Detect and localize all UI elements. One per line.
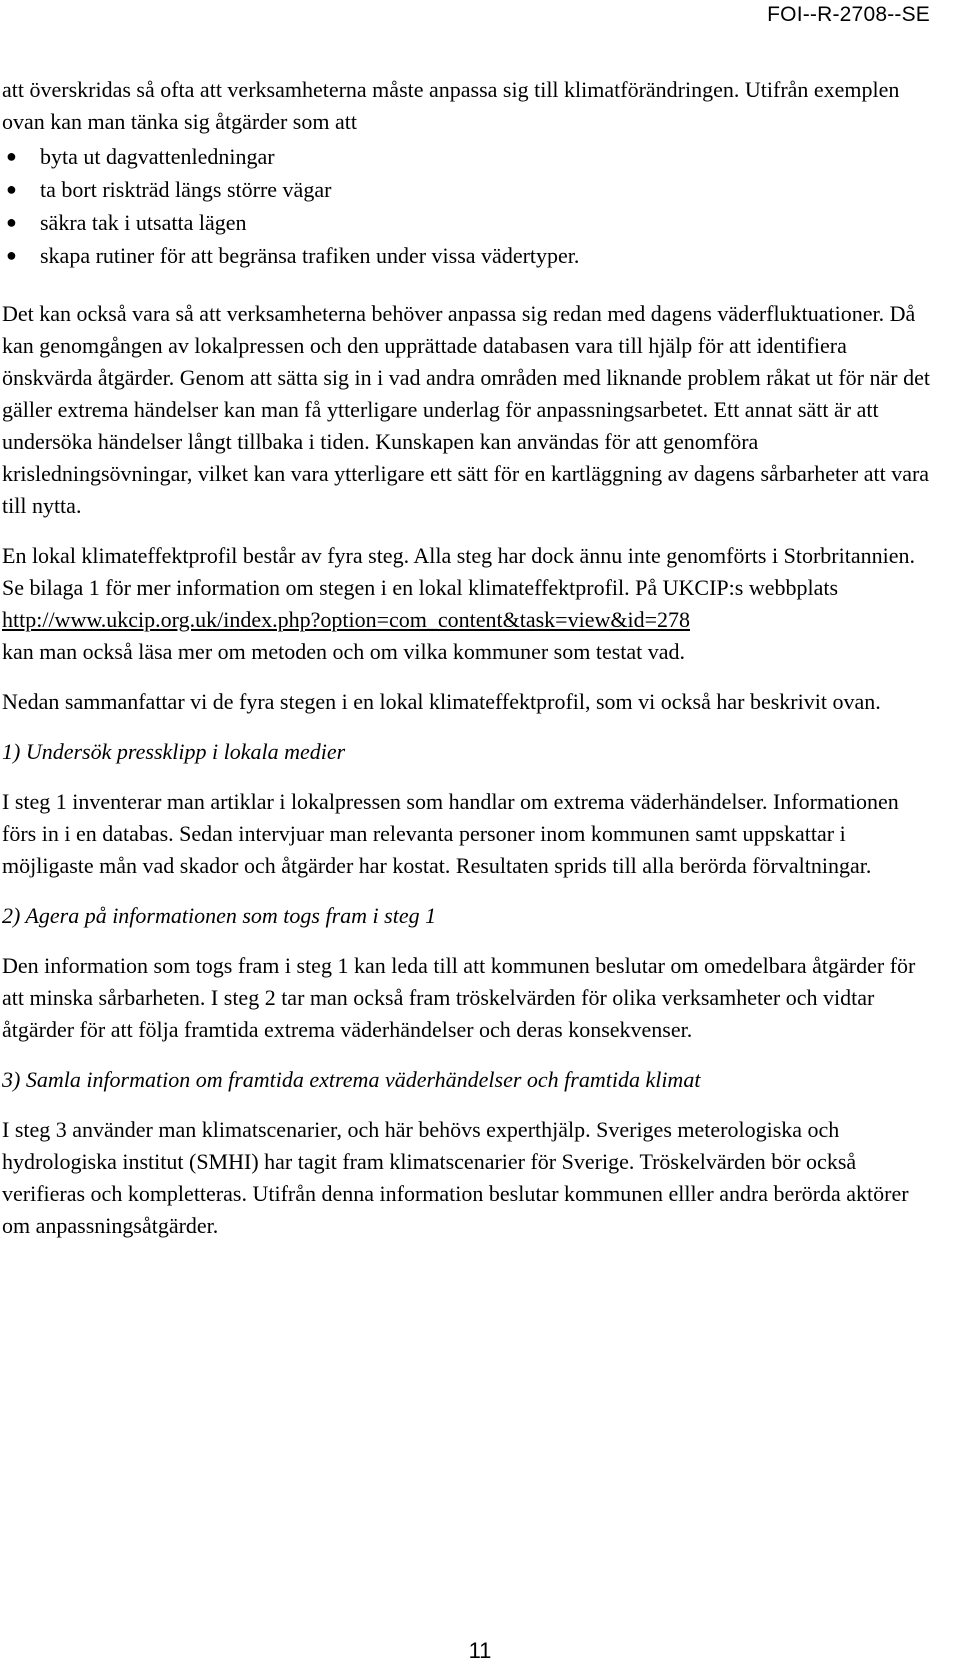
report-code: FOI--R-2708--SE [767, 3, 930, 26]
list-item-text: byta ut dagvattenledningar [40, 144, 275, 169]
profile-intro-text: En lokal klimateffektprofil består av fyra steg. Alla steg har dock ännu inte genomförts i Storbritannien. Se bilaga 1 för mer information om stegen i en lokal klimateffektprofil. På UKCIP:s webbplats [2, 543, 915, 600]
ukcip-link[interactable]: http://www.ukcip.org.uk/index.php?option=com_content&task=view&id=278 [2, 607, 690, 632]
bullet-icon: ● [6, 146, 17, 166]
list-item [2, 173, 937, 206]
step-2-body: Den information som togs fram i steg 1 kan leda till att kommunen beslutar om omedelbara åtgärder för att minska sårbarheten. I steg 2 tar man också fram tröskelvärden för olika verksamheter och vidtar åtgärder för att följa framtida extrema väderhändelser och deras konsekvenser. [2, 953, 916, 1042]
list-item [2, 206, 937, 239]
profile-paragraph [2, 540, 937, 668]
step-3-body: I steg 3 använder man klimatscenarier, och här behövs experthjälp. Sveriges meterologiska och hydrologiska institut (SMHI) har tagit fram klimatscenarier för Sverige. Tröskelvärden bör också verifieras och kompletteras. Utifrån denna information beslutar kommunen elller andra berörda aktörer om anpassningsåtgärder. [2, 1117, 909, 1238]
list-item-text: säkra tak i utsatta lägen [40, 210, 247, 235]
step-1-heading: 1) Undersök pressklipp i lokala medier [2, 739, 346, 764]
bullet-icon: ● [6, 245, 17, 265]
step-1-body: I steg 1 inventerar man artiklar i lokalpressen som handlar om extrema väderhändelser. Informationen förs in i en databas. Sedan intervjuar man relevanta personer inom kommunen samt uppskattar i möjligaste mån vad skador och åtgärder har kostat. Resultaten sprids till alla berörda förvaltningar. [2, 789, 899, 878]
step-3-heading: 3) Samla information om framtida extrema väderhändelser och framtida klimat [2, 1067, 701, 1092]
list-item-text: skapa rutiner för att begränsa trafiken under vissa vädertyper. [40, 243, 580, 268]
bullet-icon: ● [6, 212, 17, 232]
fluctuations-paragraph: Det kan också vara så att verksamheterna behöver anpassa sig redan med dagens väderfluktuationer. Då kan genomgången av lokalpressen och den upprättade databasen vara till hjälp för att identifiera önskvärda åtgärder. Genom att sätta sig in i vad andra områden med liknande problem råkat ut för när det gäller extrema händelser kan man få ytterligare underlag för anpassningsarbetet. Ett annat sätt är att undersöka händelser långt tillbaka i tiden. Kunskapen kan användas för att genomföra krisledningsövningar, vilket kan vara ytterligare ett sätt för en kartläggning av dagens sårbarheter att vara till nytta. [2, 301, 930, 518]
list-item-text: ta bort riskträd längs större vägar [40, 177, 332, 202]
list-item [2, 239, 937, 272]
summary-paragraph: Nedan sammanfattar vi de fyra stegen i en lokal klimateffektprofil, som vi också har beskrivit ovan. [2, 689, 881, 714]
profile-outro-text: kan man också läsa mer om metoden och om vilka kommuner som testat vad. [2, 639, 686, 664]
list-item [2, 140, 937, 173]
measures-list [2, 140, 937, 272]
document-body [2, 74, 937, 1242]
page-number: 11 [468, 1638, 492, 1663]
intro-paragraph: att överskridas så ofta att verksamheterna måste anpassa sig till klimatförändringen. Utifrån exemplen ovan kan man tänka sig åtgärder som att [2, 77, 900, 134]
bullet-icon: ● [6, 179, 17, 199]
step-2-heading: 2) Agera på informationen som togs fram i steg 1 [2, 903, 437, 928]
